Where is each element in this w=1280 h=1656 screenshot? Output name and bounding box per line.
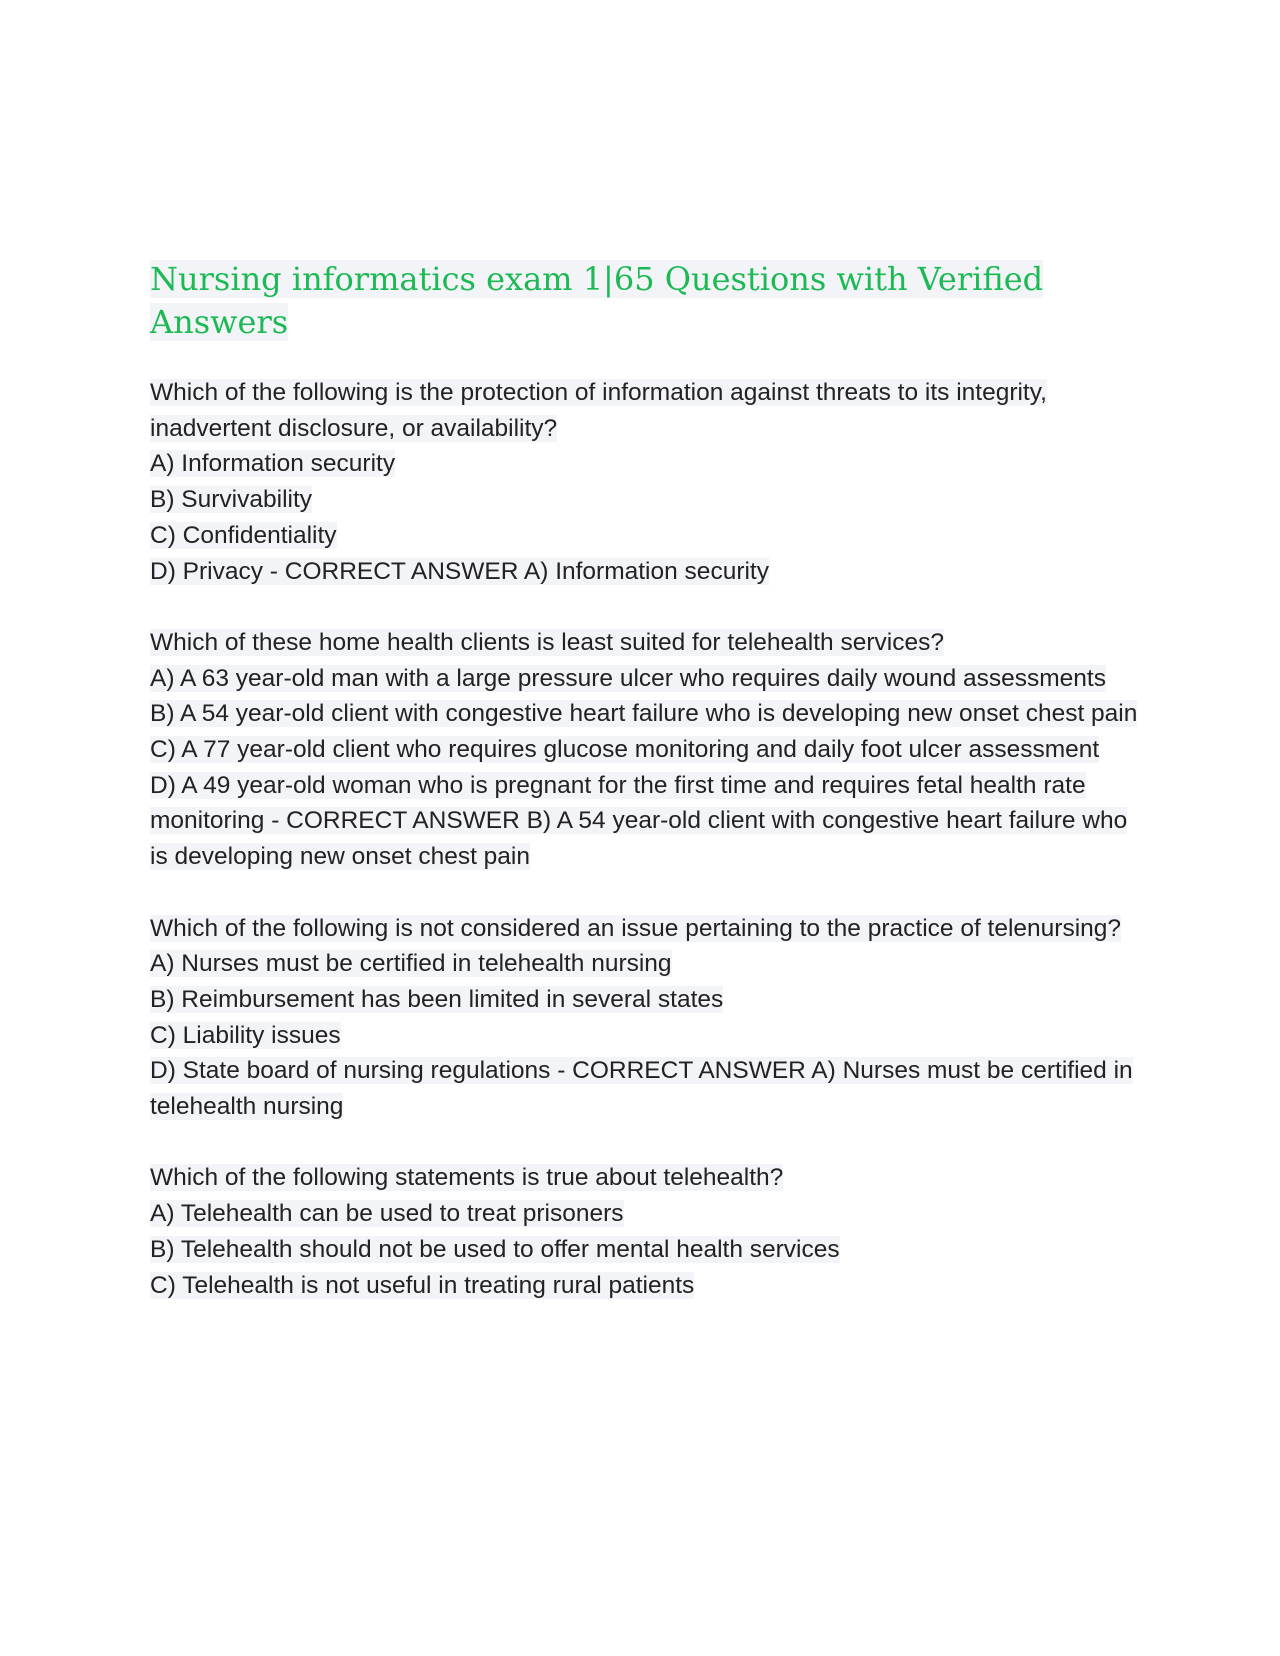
question-4-stem-text: Which of the following statements is true about telehealth? bbox=[150, 1164, 784, 1192]
question-1-option-b bbox=[150, 482, 1140, 518]
question-2 bbox=[150, 625, 1140, 875]
question-2-option-d-answer bbox=[150, 768, 1140, 875]
question-2-option-b bbox=[150, 696, 1140, 732]
question-3-stem bbox=[150, 911, 1140, 947]
question-1 bbox=[150, 375, 1140, 589]
question-3-option-b-text: B) Reimbursement has been limited in several states bbox=[150, 985, 724, 1013]
question-1-stem bbox=[150, 375, 1140, 446]
question-1-option-d-answer bbox=[150, 554, 1140, 590]
question-4-option-b-text: B) Telehealth should not be used to offer mental health services bbox=[150, 1235, 840, 1263]
document-title-text: Nursing informatics exam 1|65 Questions with Verified Answers bbox=[150, 260, 1044, 341]
question-4-option-b bbox=[150, 1232, 1140, 1268]
question-2-option-d-answer-text: D) A 49 year-old woman who is pregnant for the first time and requires fetal health rate monitoring - CORRECT ANSWER B) A 54 year-old client with congestive heart failure who is developing new onset chest pain bbox=[150, 771, 1128, 871]
question-3-option-c bbox=[150, 1018, 1140, 1054]
question-2-stem-text: Which of these home health clients is least suited for telehealth services? bbox=[150, 628, 944, 656]
question-2-stem bbox=[150, 625, 1140, 661]
question-1-option-d-answer-text: D) Privacy - CORRECT ANSWER A) Information security bbox=[150, 557, 769, 585]
question-2-option-c bbox=[150, 732, 1140, 768]
question-4-stem bbox=[150, 1160, 1140, 1196]
question-4 bbox=[150, 1160, 1140, 1303]
question-3-option-b bbox=[150, 982, 1140, 1018]
question-1-option-a bbox=[150, 446, 1140, 482]
question-1-option-a-text: A) Information security bbox=[150, 450, 396, 478]
question-3-option-c-text: C) Liability issues bbox=[150, 1021, 341, 1049]
question-3-option-d-answer-text: D) State board of nursing regulations - CORRECT ANSWER A) Nurses must be certified in telehealth nursing bbox=[150, 1057, 1133, 1121]
question-2-option-a bbox=[150, 661, 1140, 697]
question-2-option-b-text: B) A 54 year-old client with congestive heart failure who is developing new onset chest pain bbox=[150, 700, 1138, 728]
question-3-option-d-answer bbox=[150, 1053, 1140, 1124]
question-3-option-a bbox=[150, 946, 1140, 982]
question-1-option-c-text: C) Confidentiality bbox=[150, 521, 337, 549]
question-2-option-a-text: A) A 63 year-old man with a large pressure ulcer who requires daily wound assessments bbox=[150, 664, 1106, 692]
question-4-option-a-text: A) Telehealth can be used to treat prisoners bbox=[150, 1200, 624, 1228]
question-3-option-a-text: A) Nurses must be certified in telehealth nursing bbox=[150, 950, 672, 978]
question-4-option-c-text: C) Telehealth is not useful in treating rural patients bbox=[150, 1271, 695, 1299]
question-1-stem-text: Which of the following is the protection of information against threats to its integrity, inadvertent disclosure, or availability? bbox=[150, 379, 1047, 442]
document-title bbox=[150, 258, 1140, 344]
question-3-stem-text: Which of the following is not considered an issue pertaining to the practice of telenursing? bbox=[150, 914, 1122, 942]
question-4-option-a bbox=[150, 1196, 1140, 1232]
question-4-option-c bbox=[150, 1268, 1140, 1304]
question-2-option-c-text: C) A 77 year-old client who requires glucose monitoring and daily foot ulcer assessment bbox=[150, 736, 1100, 764]
document-content bbox=[150, 258, 1140, 1339]
question-1-option-c bbox=[150, 518, 1140, 554]
question-3 bbox=[150, 911, 1140, 1125]
question-1-option-b-text: B) Survivability bbox=[150, 486, 313, 514]
